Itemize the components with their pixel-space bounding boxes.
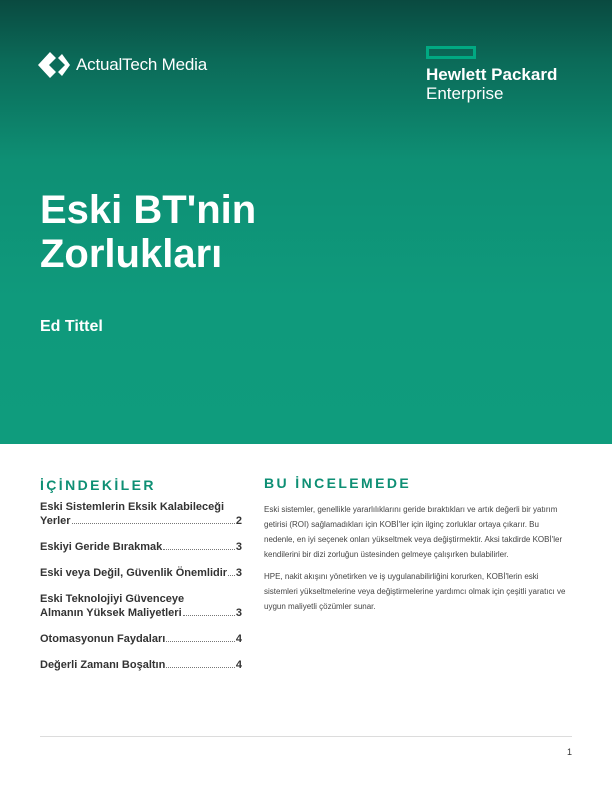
title-line-1: Eski BT'nin [40,188,257,232]
page-number: 1 [566,747,572,757]
hpe-logo-line1: Hewlett Packard [426,65,558,84]
hpe-logo [426,46,557,103]
review-section [264,502,568,621]
toc-leader-dots [163,549,235,550]
toc-item[interactable] [40,566,242,580]
toc-page-number: 2 [235,515,242,527]
review-paragraph-2: HPE, nakit akışını yönetirken ve iş uygulanabilirliğini korurken, KOBİ'lerin eski sistemleri yükseltmelerine veya değiştirmelerine yardımcı olmak için çeşitli yaratıcı ve uygun maliyetli çözümler sunar. [264,572,566,611]
toc-leader-dots [166,667,235,668]
toc-page-number: 4 [235,633,242,645]
toc-page-number: 3 [235,607,242,619]
toc-page-number: 3 [235,541,242,553]
toc-item-text: Yerler [40,515,71,527]
title-line-2: Zorlukları [40,232,223,276]
toc-item[interactable] [40,658,242,672]
toc-item-text: Değerli Zamanı Boşaltın [40,659,166,671]
review-heading: BU İNCELEMEDE [264,475,412,491]
publisher-logo-text: ActualTech Media [76,55,207,74]
toc-leader-dots [228,575,235,576]
toc-item-text: Eskiyi Geride Bırakmak [40,541,163,553]
toc-page-number: 3 [235,567,242,579]
footer-divider [40,736,572,737]
toc-leader-dots [72,523,235,524]
author-name: Ed Tittel [40,318,103,335]
toc-heading: İÇİNDEKİLER [40,477,156,493]
actualtech-media-logo [36,50,207,80]
toc-item[interactable] [40,500,242,528]
toc-leader-dots [166,641,235,642]
toc-page-number: 4 [235,659,242,671]
table-of-contents [40,500,242,672]
actualtech-diamond-icon [36,50,72,80]
toc-item[interactable] [40,540,242,554]
hpe-element-icon [426,46,476,59]
toc-item-text: Otomasyonun Faydaları [40,633,166,645]
hpe-logo-line2: Enterprise [426,84,504,103]
toc-item-text: Eski veya Değil, Güvenlik Önemlidir [40,567,228,579]
toc-item[interactable] [40,632,242,646]
toc-item-text: Eski Teknolojiyi Güvenceye [40,593,185,605]
toc-item[interactable] [40,592,242,620]
toc-leader-dots [183,615,235,616]
toc-item-text: Almanın Yüksek Maliyetleri [40,607,182,619]
review-paragraph-1: Eski sistemler, genellikle yararlılıklarını geride bıraktıkları ve artık değerli bir yatırım getirisi (ROI) sağlamadıkları için KOBİ'ler için ilginç zorluklar ortaya çıkarır. Bu nedenle, en iyi seçenek onları yükseltmek veya değiştirmektir. Aksi takdirde KOBİ'ler kendilerini bir dizi zorluğun üstesinden gelmeye çalışırken bulabilirler. [264,505,563,559]
document-title [40,188,440,276]
toc-item-text: Eski Sistemlerin Eksik Kalabileceği [40,501,225,513]
